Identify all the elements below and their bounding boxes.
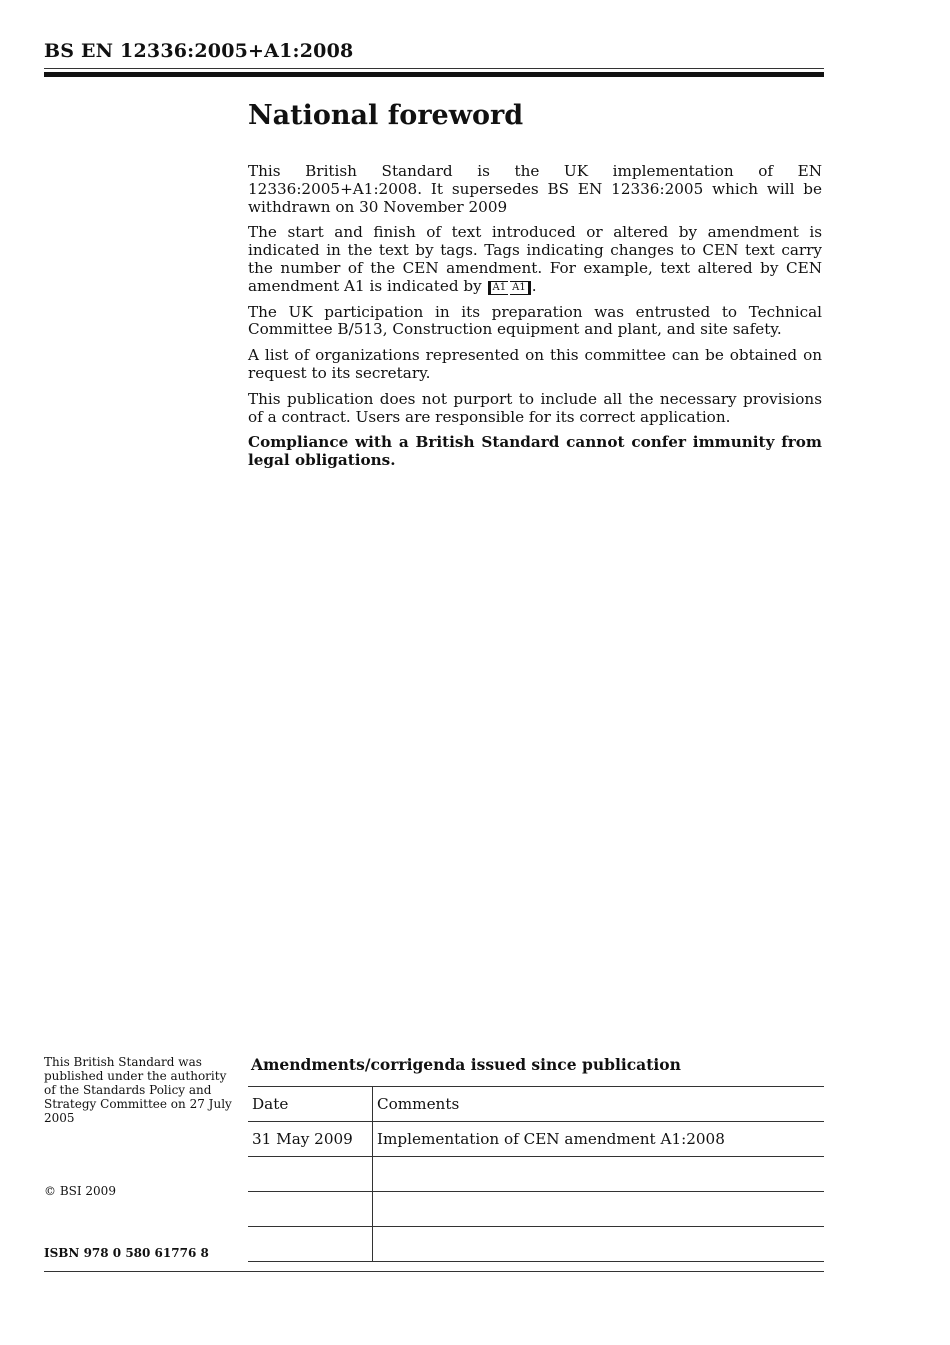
foreword-body <box>248 163 822 478</box>
row-comments: Implementation of CEN amendment A1:2008 <box>373 1122 825 1157</box>
amendments-table <box>248 1086 824 1262</box>
table-row <box>248 1227 824 1262</box>
column-header-date: Date <box>248 1087 373 1122</box>
page-title: National foreword <box>248 100 524 131</box>
header-rule-thin <box>44 68 824 69</box>
publication-note: This British Standard was published under the authority of the Standards Policy and Strategy Committee on 27 July 2005 <box>44 1055 232 1125</box>
amendment-open-tag-icon: A1 <box>488 281 509 295</box>
paragraph-provisions: This publication does not purport to include all the necessary provisions of a contract. Users are responsible for its correct application. <box>248 389 822 426</box>
footer-rule <box>44 1271 824 1272</box>
paragraph-committee: The UK participation in its preparation was entrusted to Technical Committee B/513, Construction equipment and plant, and site safety. <box>248 302 822 339</box>
table-row <box>248 1157 824 1192</box>
row-date <box>248 1192 373 1227</box>
row-date <box>248 1157 373 1192</box>
row-comments <box>373 1192 825 1227</box>
copyright-notice: © BSI 2009 <box>44 1184 116 1198</box>
document-id: BS EN 12336:2005+A1:2008 <box>44 40 354 62</box>
header-rule-thick <box>44 72 824 77</box>
amendment-close-tag-icon: A1 <box>510 281 531 295</box>
table-header-row <box>248 1087 824 1122</box>
paragraph-organizations: A list of organizations represented on this committee can be obtained on request to its secretary. <box>248 346 822 382</box>
row-comments <box>373 1227 825 1262</box>
paragraph-amendment-tags-text: The start and finish of text introduced or altered by amendment is indicated in the text by tags. Tags indicating changes to CEN text carry the number of the CEN amendment. For example, text altered by CEN amendment A1 is indicated by <box>248 223 822 295</box>
paragraph-amendment-tags-end: . <box>531 276 537 295</box>
paragraph-compliance: Compliance with a British Standard cannot confer immunity from legal obligations. <box>248 433 822 470</box>
table-row <box>248 1192 824 1227</box>
row-comments <box>373 1157 825 1192</box>
paragraph-implementation: This British Standard is the UK implementation of EN 12336:2005+A1:2008. It supersedes BS EN 12336:2005 which will be withdrawn on 30 November 2009 <box>248 162 822 216</box>
column-header-comments: Comments <box>373 1087 825 1122</box>
table-row <box>248 1122 824 1157</box>
amendments-title: Amendments/corrigenda issued since publication <box>251 1055 681 1074</box>
row-date <box>248 1227 373 1262</box>
row-date: 31 May 2009 <box>248 1122 373 1157</box>
isbn-number: ISBN 978 0 580 61776 8 <box>44 1246 209 1260</box>
paragraph-amendment-tags <box>248 224 822 295</box>
